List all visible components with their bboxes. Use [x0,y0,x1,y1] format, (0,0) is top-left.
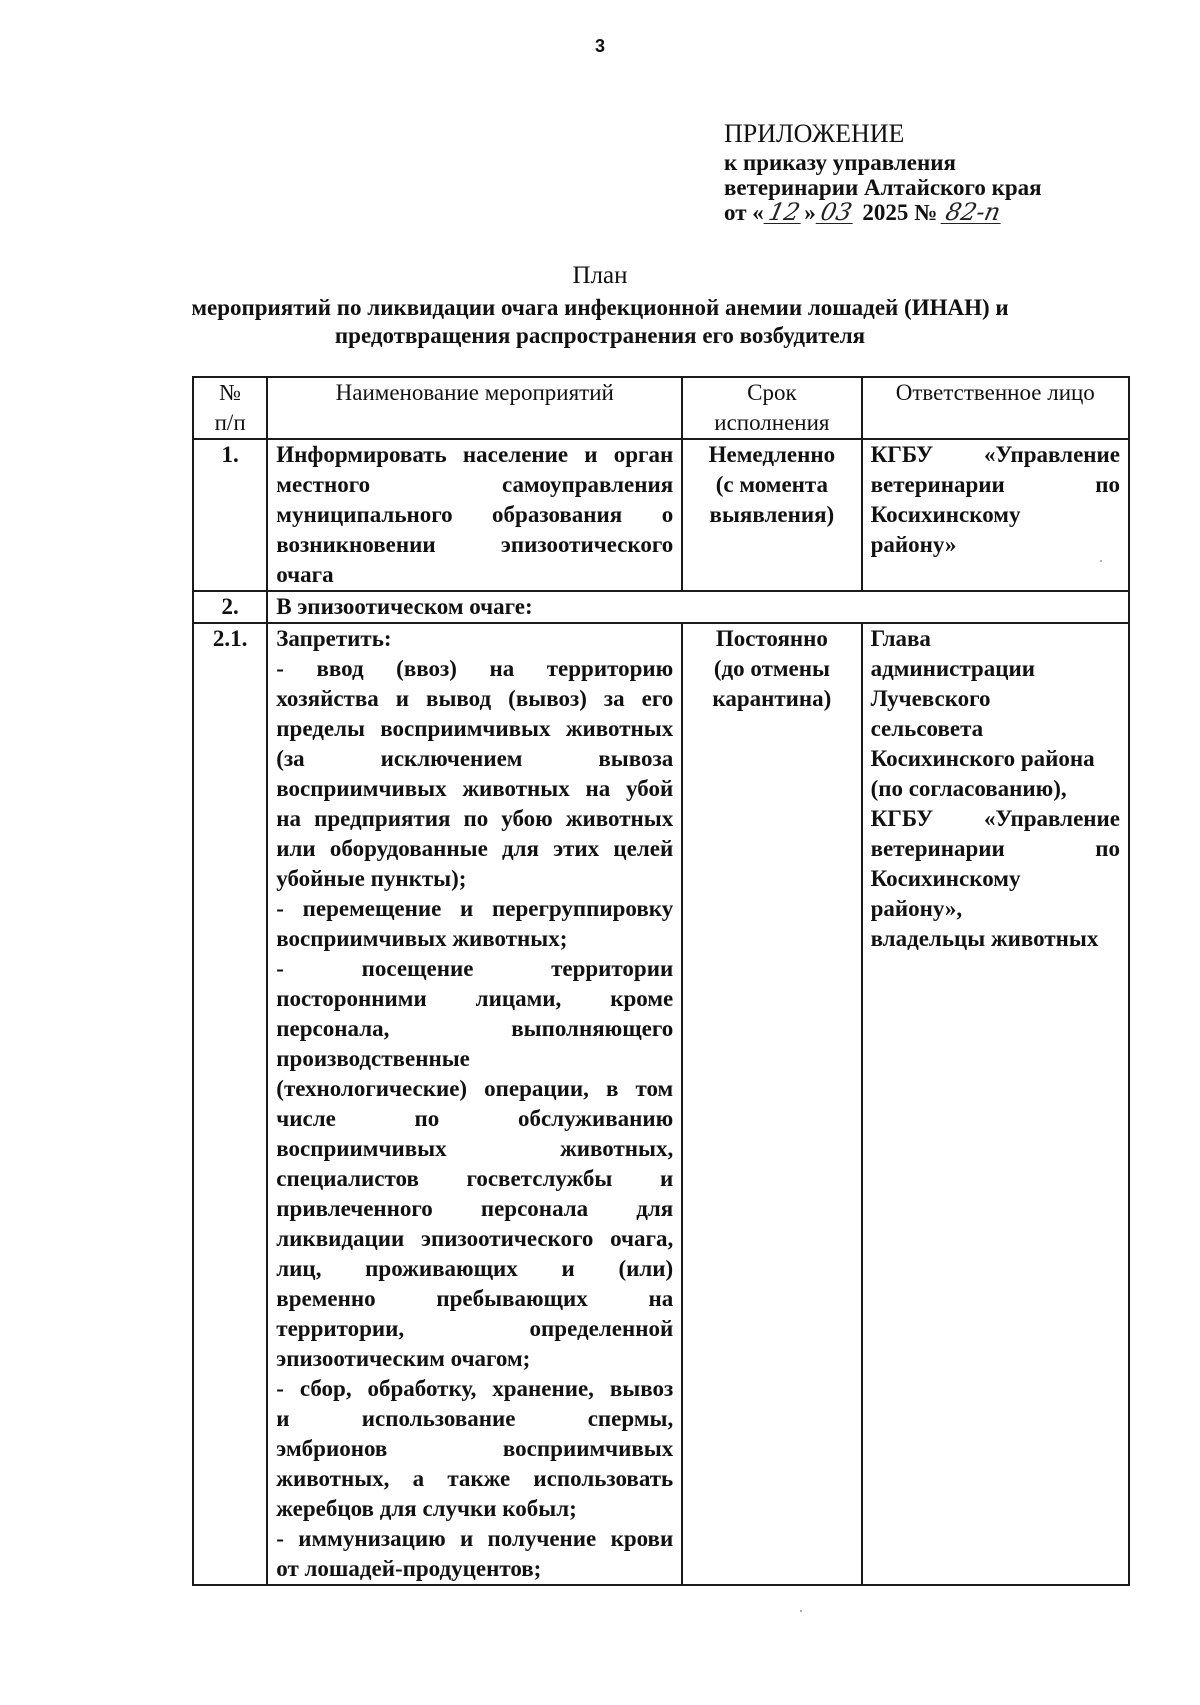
row3-action-line: временно пребывающих на [276,1286,674,1311]
row3-num: 2.1. [193,623,267,1585]
table-row [193,439,1129,591]
row3-resp-line: сельсовета [870,716,984,741]
plan-table [192,376,1130,1586]
date-month-handwritten: 03 [815,201,856,224]
row3-action-line: эмбрионов восприимчивых [276,1436,674,1461]
row2-num: 2. [193,591,267,623]
row3-action-line: территории, определенной [276,1316,674,1341]
row3-resp-line: району», [870,896,963,921]
date-day-handwritten: 12 [763,201,804,224]
row3-action-line: персонала, выполняющего [276,1016,674,1041]
row1-deadline-line: Немедленно [708,442,836,467]
date-year: 2025 № [862,200,938,225]
row3-deadline-line: Постоянно [715,626,828,651]
row1-action [267,439,682,591]
row3-resp-line: владельцы животных [870,926,1099,951]
row3-deadline-line: (до отмены [713,656,830,681]
row3-resp-line: ветеринарии по [870,836,1120,861]
row1-action-line: Информировать население и орган [276,442,674,467]
row3-action-line: жеребцов для случки кобыл; [276,1496,577,1521]
row3-action-line: ликвидации эпизоотического очага, [276,1226,674,1251]
plan-title [150,262,1050,350]
row3-action-line: лиц, проживающих и (или) [276,1256,674,1281]
row3-resp-line: Косихинского района [870,746,1095,771]
row1-resp-line: ветеринарии по [870,472,1120,497]
row3-action-line: производственные [276,1046,470,1071]
date-prefix: от « [724,200,764,225]
row3-resp-line: КГБУ «Управление [870,806,1120,831]
header-deadline-line-1: Срок [747,380,797,405]
row3-action-line: привлеченного персонала для [276,1196,674,1221]
row1-action-line: местного самоуправления [276,472,674,497]
row3-action-line: и использование спермы, [276,1406,674,1431]
header-num-line-2: п/п [214,410,246,435]
table-row [193,591,1129,623]
table-header-row [193,377,1129,439]
row3-action-line: (за исключением вывоза [276,746,674,771]
table-row [193,623,1129,1585]
row3-action-line: специалистов госветслужбы и [276,1166,674,1191]
row3-resp-line: (по согласованию), [870,776,1067,801]
page-number: 3 [594,36,605,56]
row1-action-line: очага [276,562,334,587]
row3-action-line: - ввод (ввоз) на территорию [276,656,674,681]
row3-action-line: или оборудованные для этих целей [276,836,674,861]
row1-action-line: возникновении эпизоотического [276,532,674,557]
row1-responsible [862,439,1129,591]
row3-action-line: восприимчивых животных, [276,1136,674,1161]
row3-action-line: - сбор, обработку, хранение, вывоз [276,1376,674,1401]
row3-action [267,623,682,1585]
row3-action-line: восприимчивых животных на убой [276,776,674,801]
row3-action-line: - перемещение и перегруппировку [276,896,674,921]
header-deadline [682,377,861,439]
plan-title-line-3: предотвращения распространения его возбудителя [334,323,866,348]
row1-resp-line: району» [870,532,957,557]
plan-title-line-1: План [572,262,628,289]
row3-action-line: - посещение территории [276,956,674,981]
date-mid: » [804,200,816,225]
row1-deadline-line: (с момента [715,472,829,497]
row1-deadline-line: выявления) [709,502,835,527]
header-responsible: Ответственное лицо [862,377,1129,439]
row3-action-line: восприимчивых животных; [276,926,568,951]
header-num [193,377,267,439]
row3-action-line: (технологические) операции, в том [276,1076,674,1101]
row1-resp-line: КГБУ «Управление [870,442,1120,467]
row3-action-line: животных, а также использовать [276,1466,674,1491]
row3-deadline [682,623,861,1585]
row3-resp-line: Глава [870,626,931,651]
appendix-block [724,118,1042,225]
row3-action-line: убойные пункты); [276,866,467,891]
appendix-title: ПРИЛОЖЕНИЕ [724,119,905,148]
row3-resp-line: Косихинскому [870,866,1021,891]
plan-title-line-2: мероприятий по ликвидации очага инфекционной анемии лошадей (ИНАН) и [191,295,1009,320]
row1-deadline [682,439,861,591]
row3-action-line: числе по обслуживанию [276,1106,674,1131]
row3-action-line: пределы восприимчивых животных [276,716,674,741]
row3-deadline-line: карантина) [712,686,832,711]
row3-responsible [862,623,1129,1585]
order-number-handwritten: 82-п [941,201,1006,224]
row3-action-line: хозяйства и вывод (вывоз) за его [276,686,674,711]
appendix-line-1: к приказу управления [724,150,956,175]
row3-action-line: на предприятия по убою животных [276,806,674,831]
row3-resp-line: Лучевского [870,686,991,711]
header-num-line-1: № [219,380,242,405]
row2-action: В эпизоотическом очаге: [267,591,1129,623]
row3-action-line: посторонними лицами, кроме [276,986,674,1011]
row3-action-line: - иммунизацию и получение крови [276,1526,674,1551]
appendix-line-2: ветеринарии Алтайского края [724,175,1042,200]
row3-resp-line: администрации [870,656,1035,681]
row3-action-line: эпизоотическим очагом; [276,1346,531,1371]
appendix-date-line [724,200,1042,225]
row3-action-line: от лошадей-продуцентов; [276,1556,542,1581]
scan-speck [800,1610,802,1612]
header-deadline-line-2: исполнения [714,410,830,435]
row1-resp-line: Косихинскому [870,502,1021,527]
row1-num: 1. [193,439,267,591]
row3-action-header: Запретить: [276,626,392,651]
header-action: Наименование мероприятий [267,377,682,439]
row1-action-line: муниципального образования о [276,502,674,527]
scan-speck [1100,560,1102,562]
